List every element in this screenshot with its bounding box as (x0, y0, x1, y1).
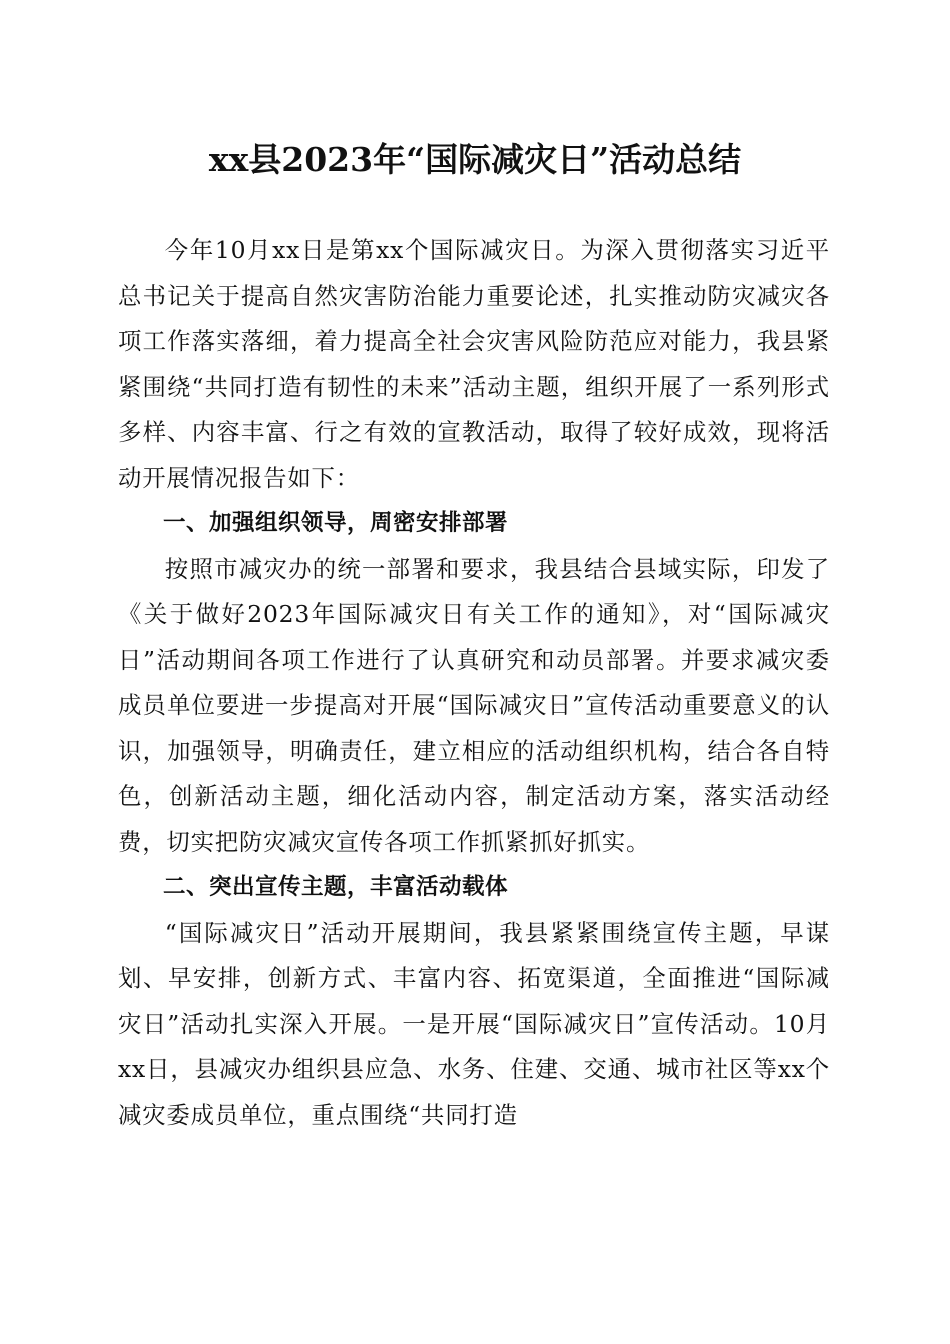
section-2-heading: 二、突出宣传主题，丰富活动载体 (163, 874, 509, 900)
intro-paragraph: 今年10月xx日是第xx个国际减灾日。为深入贯彻落实习近平总书记关于提高自然灾害防治能力重要论述，扎实推动防灾减灾各项工作落实落细，着力提高全社会灾害风险防范应对能力，我县紧紧围绕“共同打造有韧性的未来”活动主题，组织开展了一系列形式多样、内容丰富、行之有效的宣教活动，取得了较好成效，现将活动开展情况报告如下： (118, 236, 830, 492)
document-body (118, 228, 830, 1138)
section-1-heading: 一、加强组织领导，周密安排部署 (163, 510, 509, 536)
section-2-paragraph: “国际减灾日”活动开展期间，我县紧紧围绕宣传主题，早谋划、早安排，创新方式、丰富内容、拓宽渠道，全面推进“国际减灾日”活动扎实深入开展。一是开展“国际减灾日”宣传活动。10月xx日，县减灾办组织县应急、水务、住建、交通、城市社区等xx个减灾委成员单位，重点围绕“共同打造 (118, 918, 830, 1129)
document-title: xx县2023年“国际减灾日”活动总结 (208, 140, 742, 179)
section-1-paragraph: 按照市减灾办的统一部署和要求，我县结合县域实际，印发了《关于做好2023年国际减灾日有关工作的通知》，对“国际减灾日”活动期间各项工作进行了认真研究和动员部署。并要求减灾委成员单位要进一步提高对开展“国际减灾日”宣传活动重要意义的认识，加强领导，明确责任，建立相应的活动组织机构，结合各自特色，创新活动主题，细化活动内容，制定活动方案，落实活动经费，切实把防灾减灾宣传各项工作抓紧抓好抓实。 (118, 554, 830, 856)
